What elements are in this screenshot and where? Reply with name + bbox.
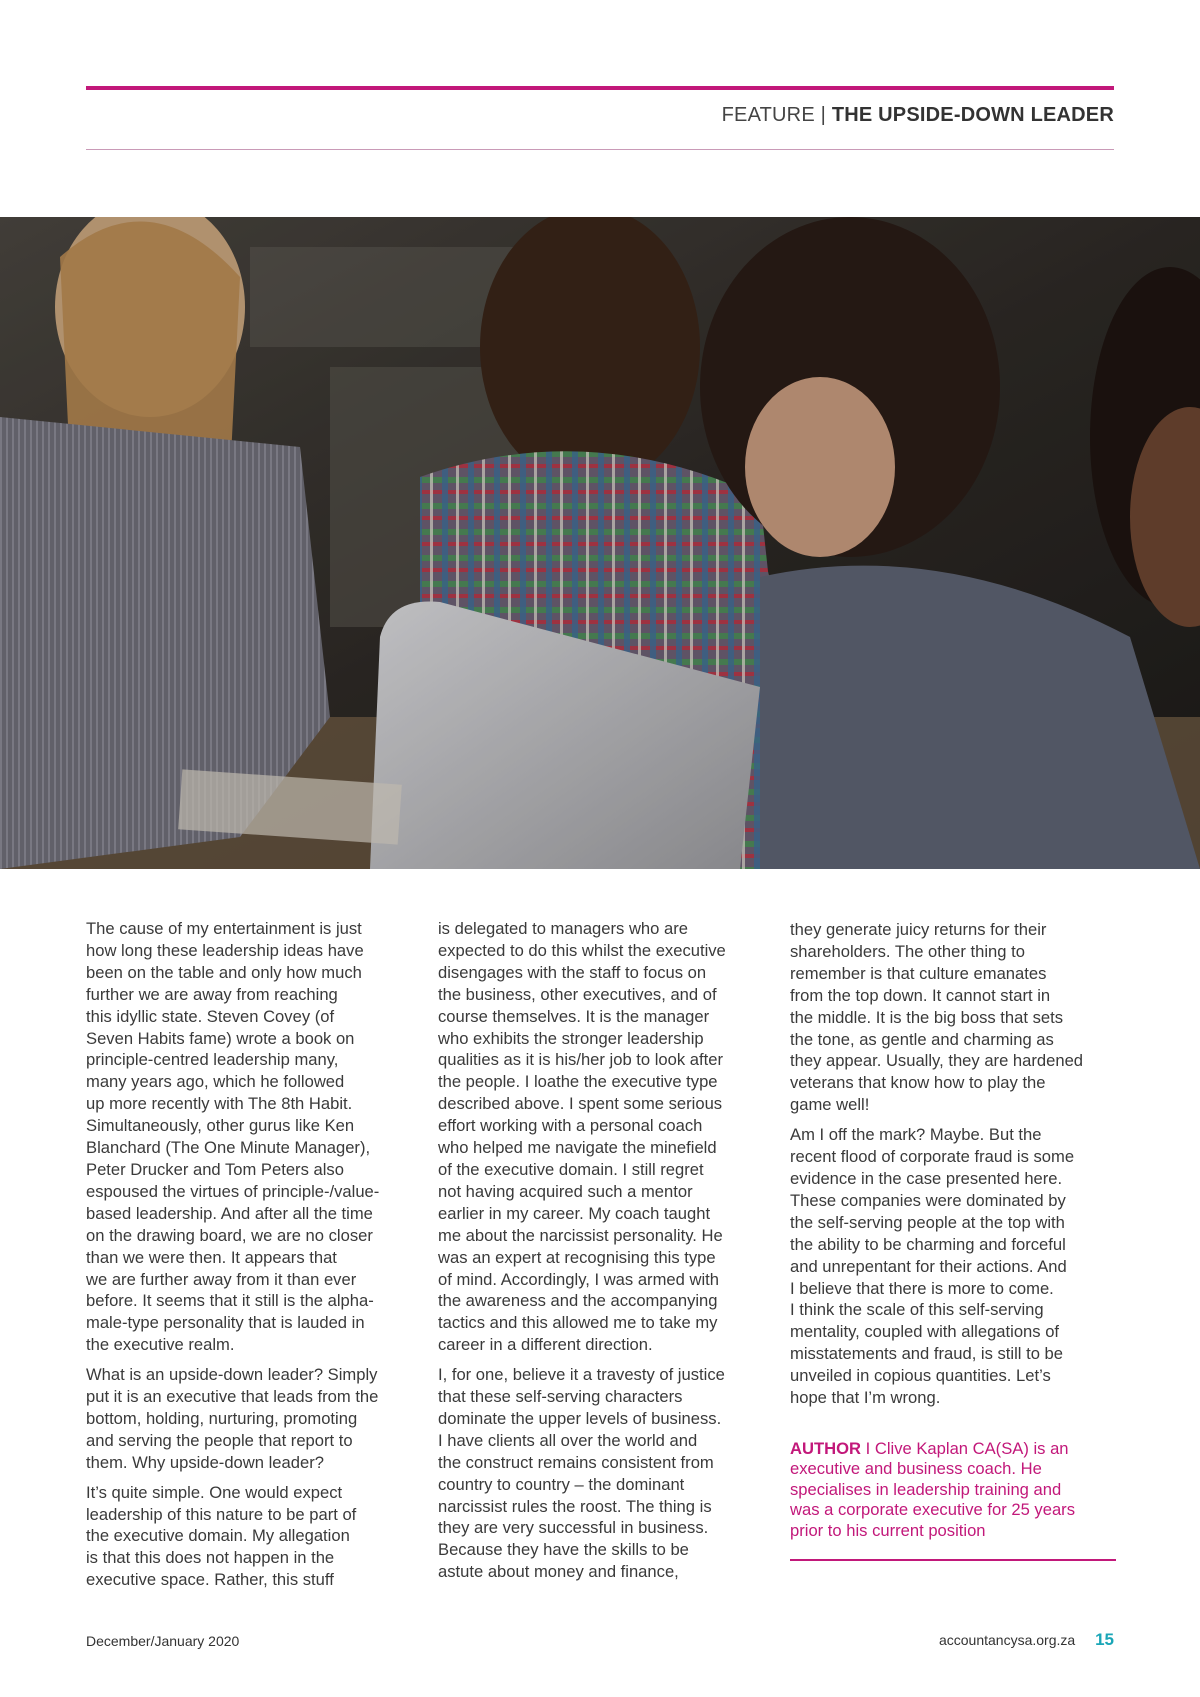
paragraph: The cause of my entertainment is just how long these leadership ideas have been on the table and only how much further we are away from reaching this idyllic state. Steven Covey (of Seven Habits fame) wrote a book on principle-centred leadership many, many years ago, which he followed up more recently with The 8th Habit. Simultaneously, other gurus like Ken Blanchard (The One Minute Manager), Peter Drucker and Tom Peters also espoused the virtues of principle-/value- based leadership. And after all the time on the drawing board, we are no closer than we were then. It appears that we are further away from it than ever before. It seems that it still is the alpha- male-type personality that is lauded in the executive realm. xyxy=(86,919,380,1355)
section-kicker: FEATURE xyxy=(721,104,815,126)
author-text: Clive Kaplan CA(SA) is an executive and business coach. He specialises in leadership training and was a corporate executive for 25 years prior to his current position xyxy=(790,1438,1076,1540)
article-headline: THE UPSIDE-DOWN LEADER xyxy=(831,104,1114,126)
team-meeting-laptop-photo-icon xyxy=(0,217,1200,869)
paragraph: It’s quite simple. One would expect leadership of this nature to be part of the executive domain. My allegation is that this does not happen in the executive space. Rather, this stuff xyxy=(86,1482,357,1590)
header-divider xyxy=(86,149,1114,150)
page-header xyxy=(722,104,1114,127)
header-separator: | xyxy=(820,104,827,126)
top-accent-rule xyxy=(86,86,1114,90)
feature-photo xyxy=(0,217,1200,869)
paragraph: I, for one, believe it a travesty of justice that these self-serving characters dominate the upper levels of business. I have clients all over the world and the construct remains consistent from country to country – the dominant narcissist rules the roost. The thing is they are very successful in business. Because they have the skills to be astute about money and finance, xyxy=(438,1365,725,1582)
paragraph: Am I off the mark? Maybe. But the recent flood of corporate fraud is some evidence in the case presented here. These companies were dominated by the self-serving people at the top with the ability to be charming and forceful and unrepentant for their actions. And I believe that there is more to come. I think the scale of this self-serving mentality, coupled with allegations of misstatements and fraud, is still to be unveiled in copious quantities. Let’s hope that I’m wrong. xyxy=(790,1125,1075,1408)
article-column-3 xyxy=(790,919,1120,1561)
page-number: 15 xyxy=(1095,1630,1114,1649)
page-footer xyxy=(939,1630,1114,1650)
paragraph: is delegated to managers who are expected to do this whilst the executive disengages with the staff to focus on the business, other executives, and of course themselves. It is the manager who exhibits the stronger leadership qualities as it is his/her job to look after the people. I loathe the executive type described above. I spent some serious effort working with a personal coach who helped me navigate the minefield of the executive domain. I still regret not having acquired such a mentor earlier in my career. My coach taught me about the narcissist personality. He was an expert at recognising this type of mind. Accordingly, I was armed with the awareness and the accompanying tactics and this allowed me to take my career in a different direction. xyxy=(438,919,726,1355)
paragraph: they generate juicy returns for their shareholders. The other thing to remember is that culture emanates from the top down. It cannot start in the middle. It is the big boss that sets the tone, as gentle and charming as they appear. Usually, they are hardened veterans that know how to play the game well! xyxy=(790,920,1084,1115)
author-separator: I xyxy=(865,1438,871,1458)
author-label: AUTHOR xyxy=(790,1438,861,1458)
paragraph: What is an upside-down leader? Simply put it is an executive that leads from the bottom, holding, nurturing, promoting and serving the people that report to them. Why upside-down leader? xyxy=(86,1365,379,1472)
author-bio xyxy=(790,1439,1120,1542)
author-divider xyxy=(790,1559,1116,1561)
issue-date: December/January 2020 xyxy=(86,1633,240,1649)
website-link[interactable]: accountancysa.org.za xyxy=(938,1632,1076,1648)
article-column-1 xyxy=(86,918,416,1599)
article-column-2 xyxy=(438,918,768,1591)
